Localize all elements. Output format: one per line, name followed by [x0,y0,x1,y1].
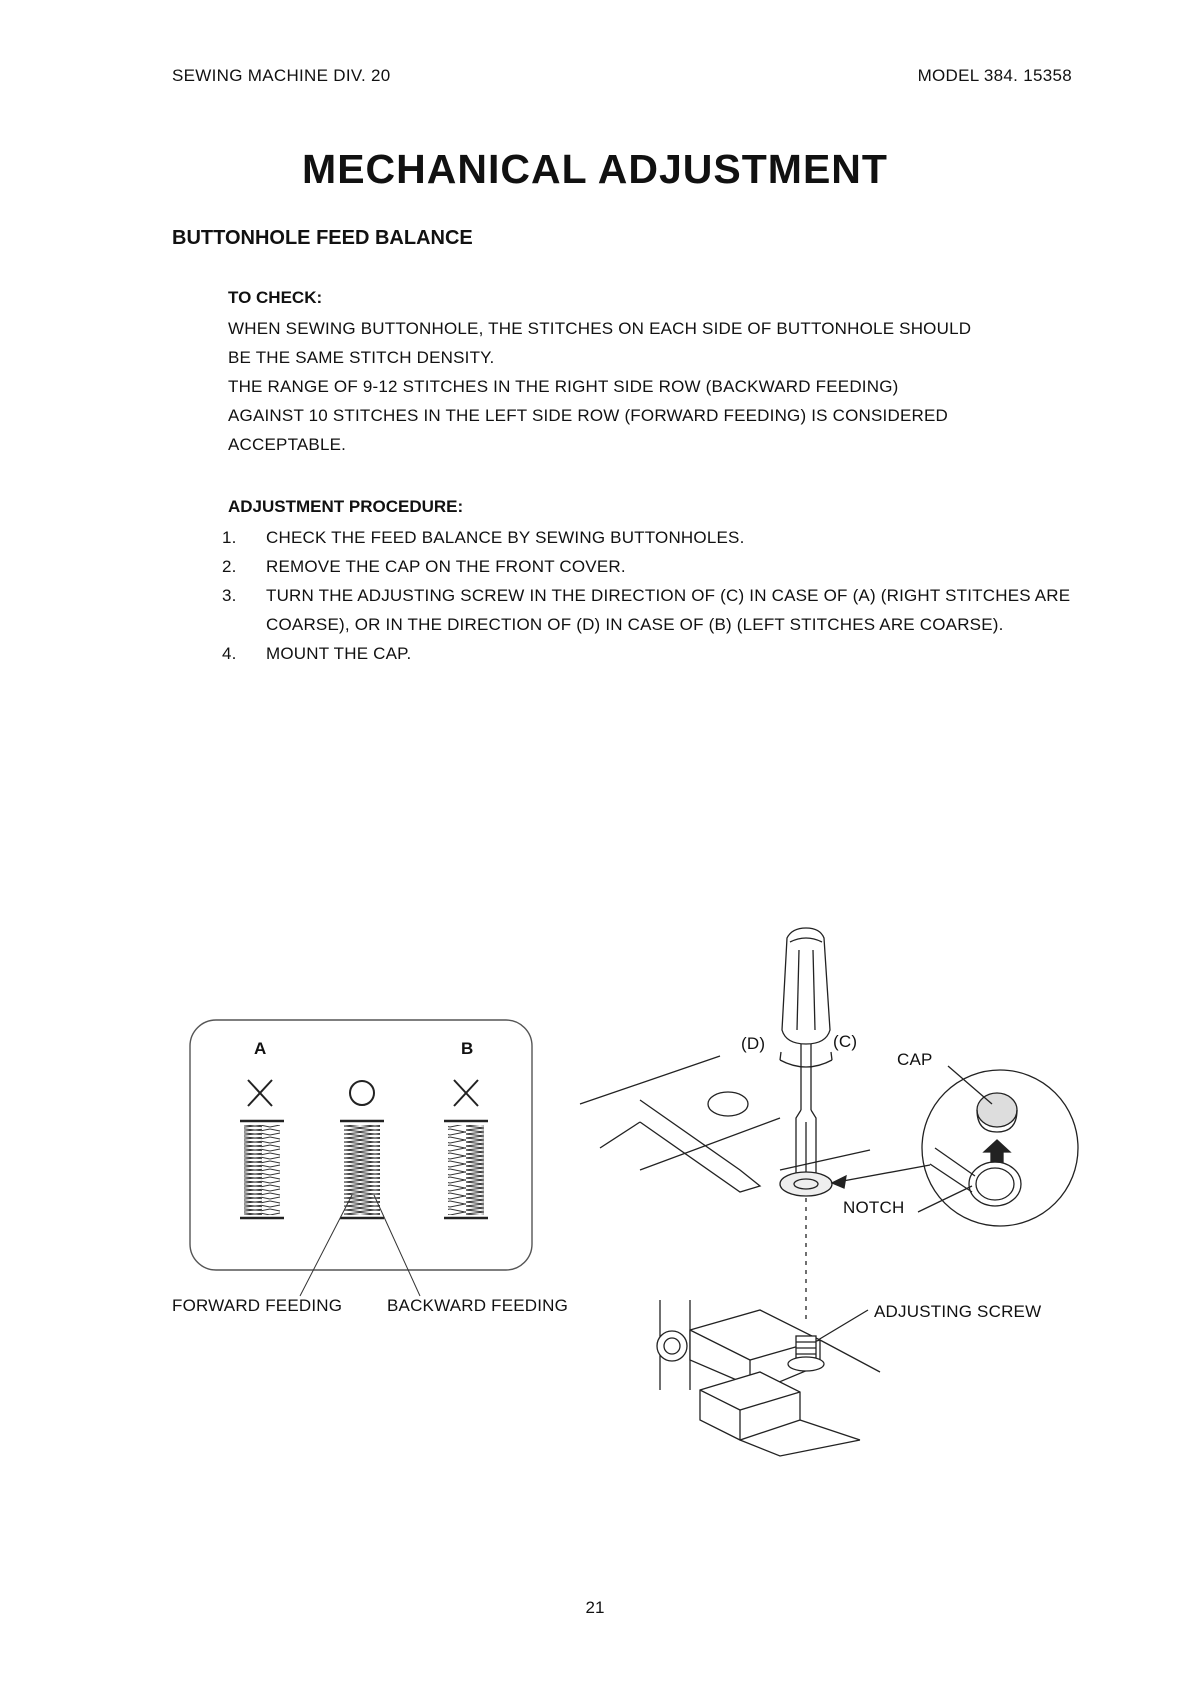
buttonhole-a-icon [240,1121,284,1218]
label-c: (C) [833,1032,858,1051]
magnifier-detail-icon [922,1070,1078,1226]
check-body [228,314,1108,459]
forward-feeding-label: FORWARD FEEDING [172,1296,343,1315]
check-title: TO CHECK: [228,288,323,307]
header-right: MODEL 384. 15358 [917,66,1072,85]
check-line: THE RANGE OF 9-12 STITCHES IN THE RIGHT SIDE ROW (BACKWARD FEEDING) [228,377,899,396]
step-number: 1. [222,528,237,547]
step-text: TURN THE ADJUSTING SCREW IN THE DIRECTION OF (C) IN CASE OF (A) (RIGHT STITCHES ARE COARSE), OR IN THE DIRECTION OF (D) IN CASE OF (B) (LEFT STITCHES ARE COARSE). [266,586,1071,634]
check-line: ACCEPTABLE. [228,435,347,454]
screw-hole-icon [780,1172,832,1196]
step-number: 4. [222,644,237,663]
procedure-step [222,581,1122,639]
cap-label: CAP [897,1050,933,1069]
check-line: BE THE SAME STITCH DENSITY. [228,348,495,367]
forward-leader-line [300,1195,352,1296]
feed-mechanism-icon [657,1300,880,1456]
cross-mark-b-icon [454,1080,478,1106]
step-text: REMOVE THE CAP ON THE FRONT COVER. [266,557,626,576]
procedure-steps [222,523,1122,668]
label-d: (D) [741,1034,766,1053]
label-b: B [461,1039,474,1058]
comparison-frame [190,1020,532,1270]
procedure-title: ADJUSTMENT PROCEDURE: [228,497,464,516]
circle-mark-icon [350,1081,374,1105]
check-line: WHEN SEWING BUTTONHOLE, THE STITCHES ON EACH SIDE OF BUTTONHOLE SHOULD [228,319,972,338]
procedure-step [222,639,1122,668]
backward-leader-line [374,1195,420,1296]
procedure-step [222,523,1122,552]
procedure-step [222,552,1122,581]
step-number: 3. [222,586,237,605]
front-cover-outline [580,1056,870,1192]
section-title: BUTTONHOLE FEED BALANCE [172,227,473,249]
buttonhole-b-icon [444,1121,488,1218]
step-number: 2. [222,557,237,576]
label-a: A [254,1039,267,1058]
backward-feeding-label: BACKWARD FEEDING [387,1296,569,1315]
screwdriver-icon [782,928,830,1175]
step-text: MOUNT THE CAP. [266,644,412,663]
cross-mark-a-icon [248,1080,272,1106]
page-title: MECHANICAL ADJUSTMENT [302,146,888,192]
header-left: SEWING MACHINE DIV. 20 [172,66,391,85]
check-line: AGAINST 10 STITCHES IN THE LEFT SIDE ROW (FORWARD FEEDING) IS CONSIDERED [228,406,948,425]
adjusting-screw-label: ADJUSTING SCREW [874,1302,1042,1321]
page-number: 21 [585,1598,605,1617]
rotation-arrow-icon [780,1060,832,1067]
step-text: CHECK THE FEED BALANCE BY SEWING BUTTONHOLES. [266,528,745,547]
notch-label: NOTCH [843,1198,905,1217]
buttonhole-ok-icon [340,1121,384,1218]
